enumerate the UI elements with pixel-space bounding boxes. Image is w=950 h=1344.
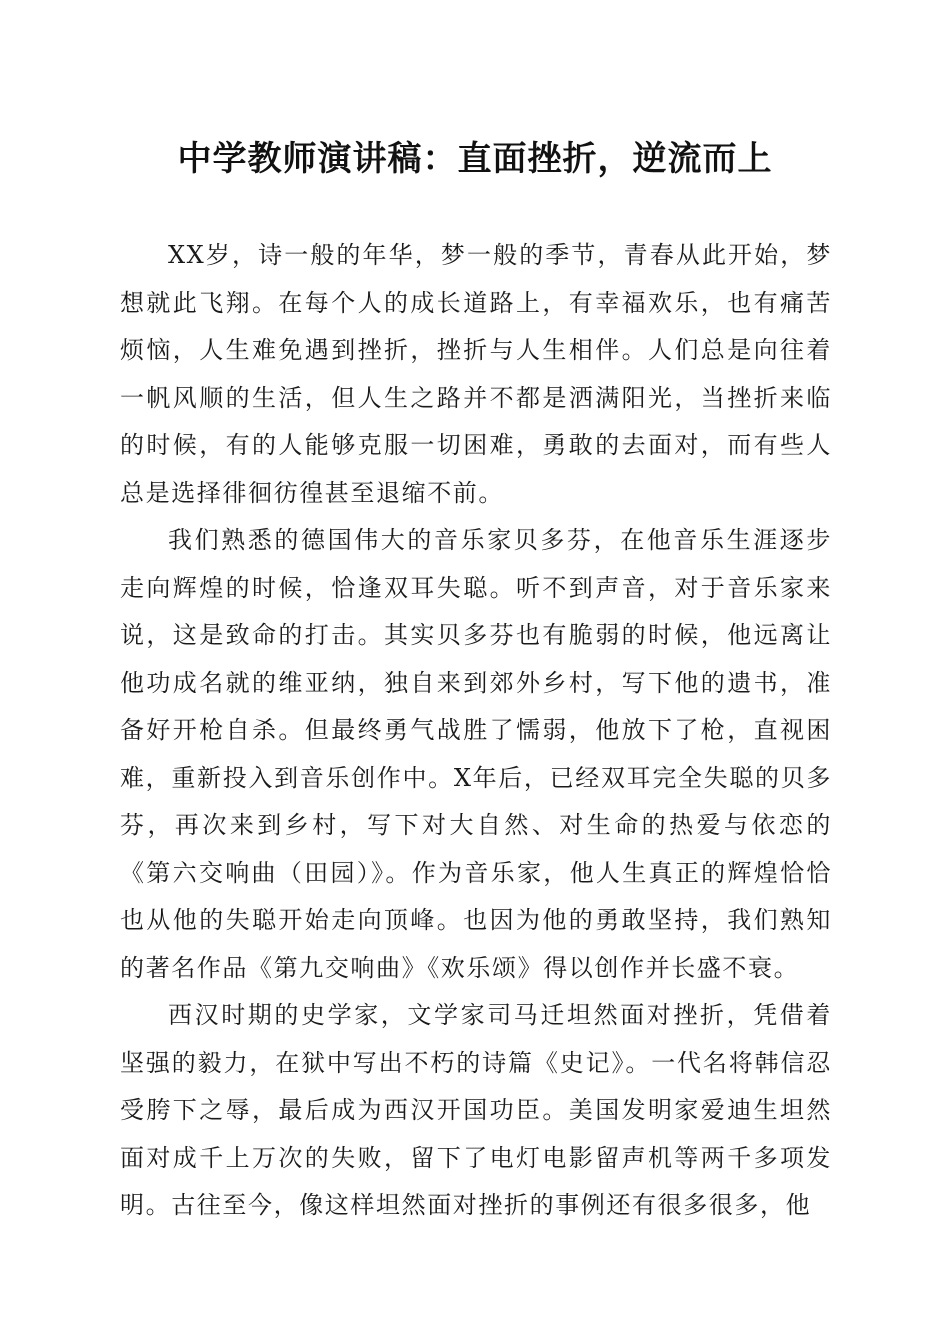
document-body	[120, 232, 832, 1230]
paragraph-3: 西汉时期的史学家，文学家司马迁坦然面对挫折，凭借着坚强的毅力，在狱中写出不朽的诗篇《史记》。一代名将韩信忍受胯下之辱，最后成为西汉开国功臣。美国发明家爱迪生坦然面对成千上万次的失败，留下了电灯电影留声机等两千多项发明。古往至今，像这样坦然面对挫折的事例还有很多很多，他	[120, 1001, 832, 1219]
paragraph-2: 我们熟悉的德国伟大的音乐家贝多芬，在他音乐生涯逐步走向辉煌的时候，恰逢双耳失聪。听不到声音，对于音乐家来说，这是致命的打击。其实贝多芬也有脆弱的时候，他远离让他功成名就的维亚纳，独自来到郊外乡村，写下他的遗书，准备好开枪自杀。但最终勇气战胜了懦弱，他放下了枪，直视困难，重新投入到音乐创作中。X年后，已经双耳完全失聪的贝多芬，再次来到乡村，写下对大自然、对生命的热爱与依恋的《第六交响曲（田园）》。作为音乐家，他人生真正的辉煌恰恰也从他的失聪开始走向顶峰。也因为他的勇敢坚持，我们熟知的著名作品《第九交响曲》《欢乐颂》得以创作并长盛不衰。	[120, 526, 832, 982]
paragraph-1: XX岁，诗一般的年华，梦一般的季节，青春从此开始，梦想就此飞翔。在每个人的成长道路上，有幸福欢乐，也有痛苦烦恼，人生难免遇到挫折，挫折与人生相伴。人们总是向往着一帆风顺的生活，但人生之路并不都是洒满阳光，当挫折来临的时候，有的人能够克服一切困难，勇敢的去面对，而有些人总是选择徘徊彷徨甚至退缩不前。	[120, 241, 832, 507]
document-title: 中学教师演讲稿：直面挫折，逆流而上	[177, 139, 773, 179]
